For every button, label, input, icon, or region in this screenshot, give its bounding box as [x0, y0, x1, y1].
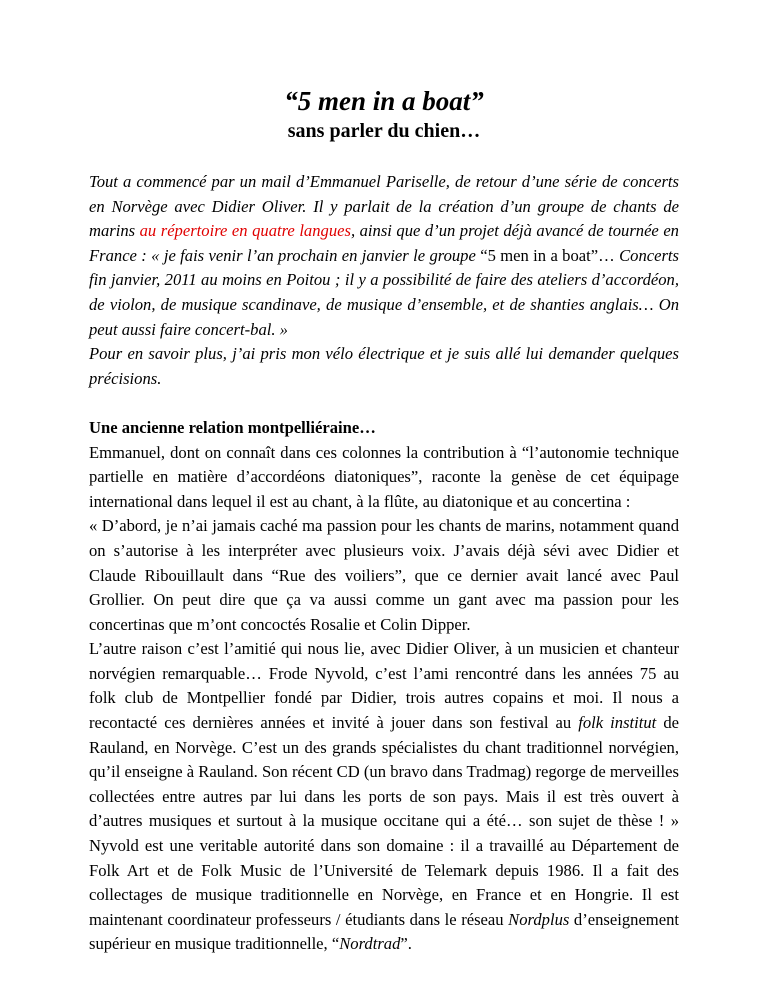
- text-run: « D’abord, je n’ai jamais caché ma passion pour les chants de marins, notamment quand on s’autorise à les interpréter avec plusieurs voix. J’avais déjà sévi avec Didier et Claude Ribouillault dans “Rue des voiliers”, que ce dernier avait lancé avec Paul Grollier. On peut dire que ça va aussi comme un gant avec ma passion pour les concertinas que m’ont concoctés Rosalie et Colin Dipper.: [89, 516, 679, 634]
- body-paragraph: [89, 637, 679, 957]
- intro-block: [89, 170, 679, 391]
- text-run: folk institut: [578, 713, 657, 733]
- text-run: Emmanuel, dont on connaît dans ces colonnes la contribution à “l’autonomie technique partielle en matière d’accordéons diatoniques”, raconte la genèse de cet équipage international dans lequel il est au chant, à la flûte, au diatonique et au concertina :: [89, 442, 679, 511]
- article-title: “5 men in a boat”: [284, 86, 484, 116]
- text-run: d’enseignement supérieur en musique traditionnelle, “: [89, 909, 679, 954]
- text-run: Tout a commencé par un mail d’Emmanuel Pariselle, de retour d’une série de concerts en Norvège avec Didier Oliver. Il y parlait de la création d’un groupe de chants de marins: [89, 172, 679, 241]
- text-run: “5 men in a boat”…: [480, 245, 620, 265]
- body-paragraph: [89, 441, 679, 515]
- body-paragraph: [89, 514, 679, 637]
- article-body: [89, 441, 679, 957]
- text-run: , ainsi que d’un projet déjà avancé de tournée en France : « je fais venir l’an prochain en janvier le groupe: [89, 221, 679, 265]
- text-run: Concerts fin janvier, 2011 au moins en Poitou ; il y a possibilité de faire des ateliers d’accordéon, de violon, de musique scandinave, de musique d’ensemble, et de shanties anglais… On peut aussi faire concert-bal. »: [89, 245, 679, 339]
- article-subtitle: sans parler du chien…: [287, 120, 481, 142]
- text-run: Nordplus: [508, 909, 570, 929]
- intro-paragraph: [89, 170, 679, 342]
- intro-paragraph: [89, 342, 679, 391]
- text-run: de Rauland, en Norvège. C’est un des grands spécialistes du chant traditionnel norvégien, qu’il enseigne à Rauland. Son récent CD (un bravo dans Tradmag) regorge de merveilles collectées entre autres par lui dans les ports de son pays. Mais il est très ouvert à d’autres musiques et surtout à la musique occitane qui a été… son sujet de thèse ! » Nyvold est une veritable autorité dans son domaine : il a travaillé au Département de Folk Art et de Folk Music de l’Université de Telemark depuis 1986. Il a fait des collectages de musique traditionnelle en Norvège, en France et en Hongrie. Il est maintenant coordinateur professeurs / étudiants dans le réseau: [89, 713, 679, 929]
- text-run: ”.: [400, 934, 412, 954]
- text-run: Nordtrad: [339, 934, 401, 954]
- section-heading: Une ancienne relation montpelliéraine…: [89, 417, 376, 437]
- text-run: Pour en savoir plus, j’ai pris mon vélo électrique et je suis allé lui demander quelques précisions.: [89, 344, 679, 388]
- text-run: L’autre raison c’est l’amitié qui nous lie, avec Didier Oliver, à un musicien et chanteur norvégien remarquable… Frode Nyvold, c’est l’ami rencontré dans les années 75 au folk club de Montpellier fondé par Didier, trois autres copains et moi. Il nous a recontacté ces dernières années et invité à jouer dans son festival au: [89, 639, 679, 733]
- text-run: au répertoire en quatre langues: [139, 221, 351, 241]
